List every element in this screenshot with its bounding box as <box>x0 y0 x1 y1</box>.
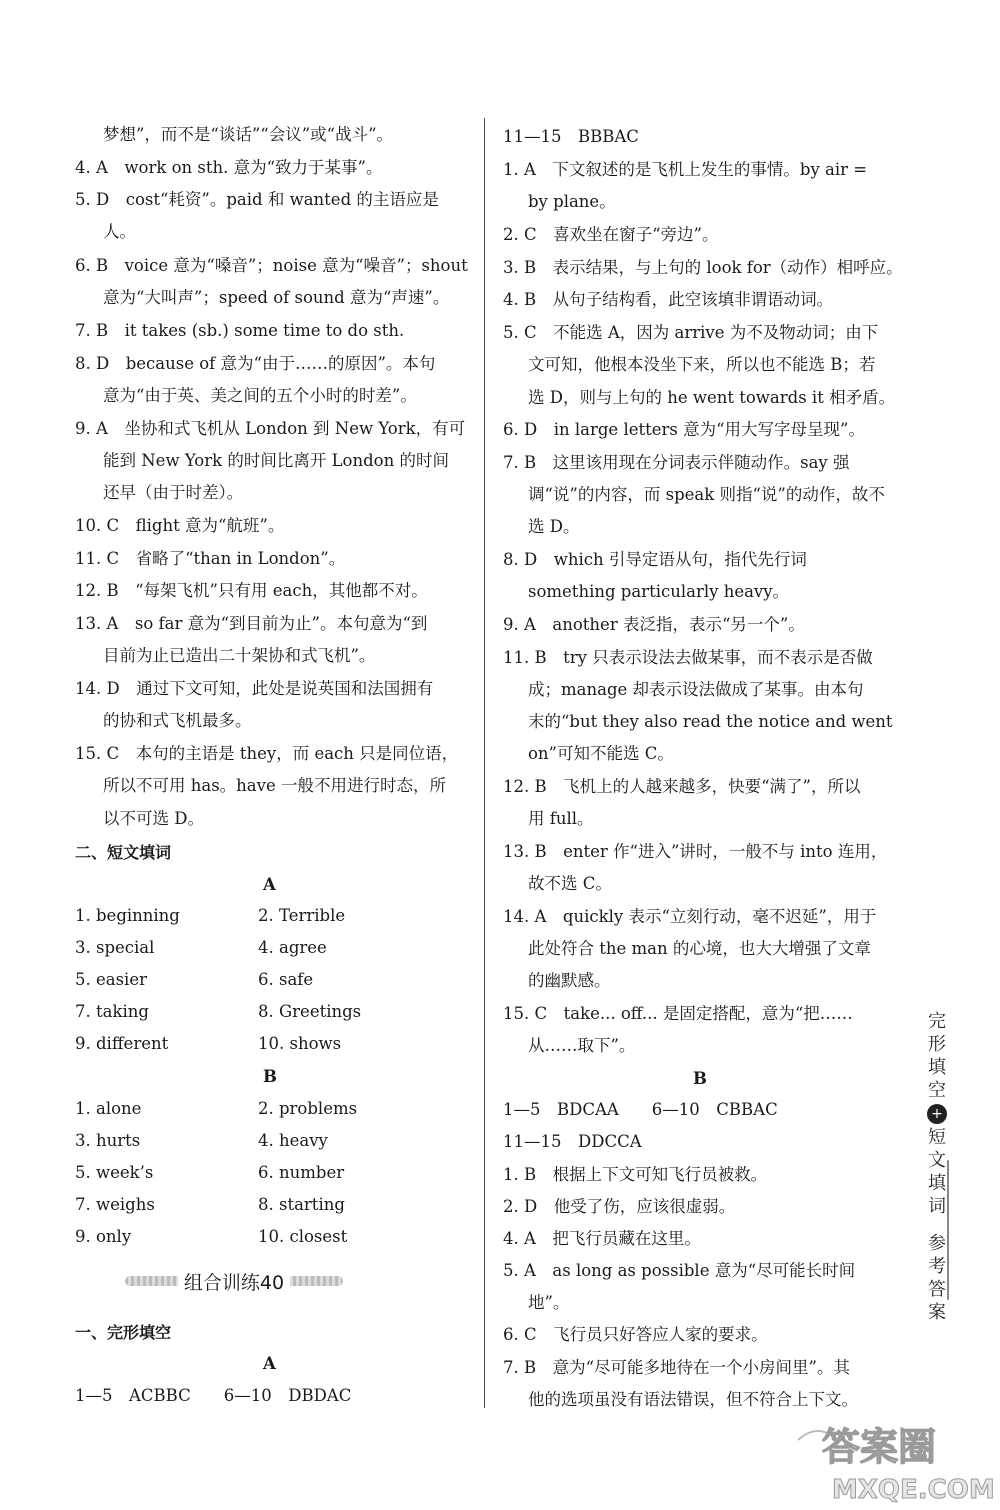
plus-icon: + <box>927 1104 947 1124</box>
text-line: 4. A 把飞行员藏在这里。 <box>503 1229 701 1248</box>
text-line: 13. A so far 意为“到目前为止”。本句意为“到 <box>75 614 428 633</box>
answer-item: 4. heavy <box>258 1131 328 1150</box>
text-line: 意为“由于英、美之间的五个小时的时差”。 <box>103 386 417 405</box>
answer-item: 2. problems <box>258 1099 358 1118</box>
text-line: 1. A 下文叙述的是飞机上发生的事情。by air = <box>503 160 868 179</box>
text-line: 选 D，则与上句的 he went towards it 相矛盾。 <box>528 388 896 407</box>
answer-item: 3. special <box>75 938 155 957</box>
text-line: on”可知不能选 C。 <box>528 744 674 763</box>
answer-item: 4. agree <box>258 938 327 957</box>
group-label: A <box>263 1354 276 1373</box>
answer-key-line: 1—5 ACBBC 6—10 DBDAC <box>75 1386 352 1405</box>
text-line: 末的“but they also read the notice and went <box>528 712 893 731</box>
text-line: 成；manage 却表示设法做成了某事。由本句 <box>528 680 864 699</box>
text-line: 地”。 <box>528 1293 570 1312</box>
column-divider <box>484 118 485 1408</box>
answer-item: 3. hurts <box>75 1131 141 1150</box>
text-line: 能到 New York 的时间比离开 London 的时间 <box>103 451 449 470</box>
answer-item: 8. starting <box>258 1195 345 1214</box>
group-label: A <box>263 875 276 894</box>
text-line: 6. D in large letters 意为“用大写字母呈现”。 <box>503 420 865 439</box>
practice-title-text: 组合训练40 <box>178 1268 290 1295</box>
text-line: 7. B it takes (sb.) some time to do sth. <box>75 321 405 340</box>
text-line: 目前为止已造出二十架协和式飞机”。 <box>103 646 376 665</box>
side-tab-char: 参 <box>928 1233 946 1254</box>
text-line: 6. B voice 意为“嗓音”；noise 意为“噪音”；shout <box>75 256 468 275</box>
answer-item: 9. only <box>75 1227 132 1246</box>
watermark-logo <box>790 1410 995 1505</box>
side-tab-char: 考 <box>928 1256 946 1277</box>
watermark-text-en: MXQE.COM <box>832 1475 995 1505</box>
section-title: 二、短文填词 <box>75 843 172 862</box>
side-tab-char: 空 <box>928 1080 946 1101</box>
text-line: 7. B 这里该用现在分词表示伴随动作。say 强 <box>503 453 850 472</box>
text-line: 此处符合 the man 的心境，也大大增强了文章 <box>528 939 871 958</box>
practice-title <box>125 1266 343 1296</box>
side-tab-char: 案 <box>928 1302 946 1323</box>
answer-item: 2. Terrible <box>258 906 346 925</box>
text-line: 7. B 意为“尽可能多地待在一个小房间里”。其 <box>503 1358 850 1377</box>
text-line: 以不可选 D。 <box>103 809 204 828</box>
answer-item: 6. number <box>258 1163 345 1182</box>
text-line: by plane。 <box>528 192 616 211</box>
answer-key-line: 11—15 DDCCA <box>503 1132 642 1151</box>
text-line: 14. A quickly 表示“立刻行动，毫不迟延”，用于 <box>503 907 877 926</box>
answer-item: 5. easier <box>75 970 147 989</box>
text-line: 用 full。 <box>528 809 594 828</box>
text-line: 他的选项虽没有语法错误，但不符合上下文。 <box>528 1390 858 1409</box>
text-line: 6. C 飞行员只好答应人家的要求。 <box>503 1325 768 1344</box>
side-tab-rule <box>947 1160 949 1300</box>
text-line: 人。 <box>103 222 136 241</box>
answer-item: 7. weighs <box>75 1195 155 1214</box>
text-line: 3. B 表示结果，与上句的 look for（动作）相呼应。 <box>503 258 903 277</box>
text-line: 4. A work on sth. 意为“致力于某事”。 <box>75 158 383 177</box>
text-line: 8. D which 引导定语从句，指代先行词 <box>503 550 807 569</box>
answer-item: 9. different <box>75 1034 169 1053</box>
group-label: B <box>693 1069 707 1088</box>
answer-key-line: 1—5 BDCAA 6—10 CBBAC <box>503 1100 778 1119</box>
text-line: 11—15 BBBAC <box>503 127 639 146</box>
text-line: 从……取下”。 <box>528 1036 636 1055</box>
text-line: 调“说”的内容，而 speak 则指“说”的动作，故不 <box>528 485 885 504</box>
text-line: 2. D 他受了伤，应该很虚弱。 <box>503 1197 736 1216</box>
text-line: 5. A as long as possible 意为“尽可能长时间 <box>503 1261 856 1280</box>
answer-item: 7. taking <box>75 1002 149 1021</box>
side-tab-char: 形 <box>928 1034 946 1055</box>
text-line: 14. D 通过下文可知，此处是说英国和法国拥有 <box>75 679 434 698</box>
text-line: 5. D cost“耗资”。paid 和 wanted 的主语应是 <box>75 190 439 209</box>
text-line: 11. C 省略了“than in London”。 <box>75 549 346 568</box>
text-line: 5. C 不能选 A，因为 arrive 为不及物动词；由下 <box>503 323 879 342</box>
side-tab-char: 词 <box>928 1196 946 1217</box>
text-line: 15. C take... off... 是固定搭配，意为“把…… <box>503 1004 853 1023</box>
answer-item: 1. beginning <box>75 906 180 925</box>
text-line: 的协和式飞机最多。 <box>103 711 252 730</box>
text-line: 11. B try 只表示设法去做某事，而不表示是否做 <box>503 648 873 667</box>
text-line: 选 D。 <box>528 517 580 536</box>
text-line: 所以不可用 has。have 一般不用进行时态，所 <box>103 776 446 795</box>
side-tab-char: 文 <box>928 1150 946 1171</box>
answer-item: 6. safe <box>258 970 314 989</box>
text-line: 文可知，他根本没坐下来，所以也不能选 B；若 <box>528 355 876 374</box>
group-label: B <box>263 1067 277 1086</box>
side-tab-char: 短 <box>928 1127 946 1148</box>
text-line: 8. D because of 意为“由于……的原因”。本句 <box>75 354 436 373</box>
answer-item: 10. shows <box>258 1034 342 1053</box>
text-line: 故不选 C。 <box>528 874 612 893</box>
text-line: 梦想”，而不是“谈话”“会议”或“战斗”。 <box>103 125 394 144</box>
text-line: 15. C 本句的主语是 they，而 each 只是同位语， <box>75 744 459 763</box>
text-line: 12. B “每架飞机”只有用 each，其他都不对。 <box>75 581 428 600</box>
text-line: 还早（由于时差）。 <box>103 483 244 502</box>
text-line: 10. C flight 意为“航班”。 <box>75 516 285 535</box>
text-line: something particularly heavy。 <box>528 582 790 601</box>
side-tab-char: 答 <box>928 1279 946 1300</box>
text-line: 的幽默感。 <box>528 971 611 990</box>
side-tab-char: 填 <box>928 1173 946 1194</box>
text-line: 9. A another 表泛指，表示“另一个”。 <box>503 615 805 634</box>
answer-item: 1. alone <box>75 1099 142 1118</box>
side-tab-char: 填 <box>928 1057 946 1078</box>
answer-item: 10. closest <box>258 1227 348 1246</box>
text-line: 13. B enter 作“进入”讲时，一般不与 into 连用， <box>503 842 888 861</box>
side-tab-char: 完 <box>928 1011 946 1032</box>
text-line: 2. C 喜欢坐在窗子“旁边”。 <box>503 225 719 244</box>
text-line: 意为“大叫声”；speed of sound 意为“声速”。 <box>103 288 450 307</box>
text-line: 1. B 根据上下文可知飞行员被救。 <box>503 1165 768 1184</box>
text-line: 12. B 飞机上的人越来越多，快要“满了”，所以 <box>503 777 861 796</box>
answer-item: 8. Greetings <box>258 1002 362 1021</box>
watermark-text-cn: 答案圈 <box>822 1425 937 1469</box>
section-title: 一、完形填空 <box>75 1323 172 1342</box>
text-line: 9. A 坐协和式飞机从 London 到 New York，有可 <box>75 419 466 438</box>
text-line: 4. B 从句子结构看，此空该填非谓语动词。 <box>503 290 834 309</box>
answer-item: 5. week’s <box>75 1163 154 1182</box>
